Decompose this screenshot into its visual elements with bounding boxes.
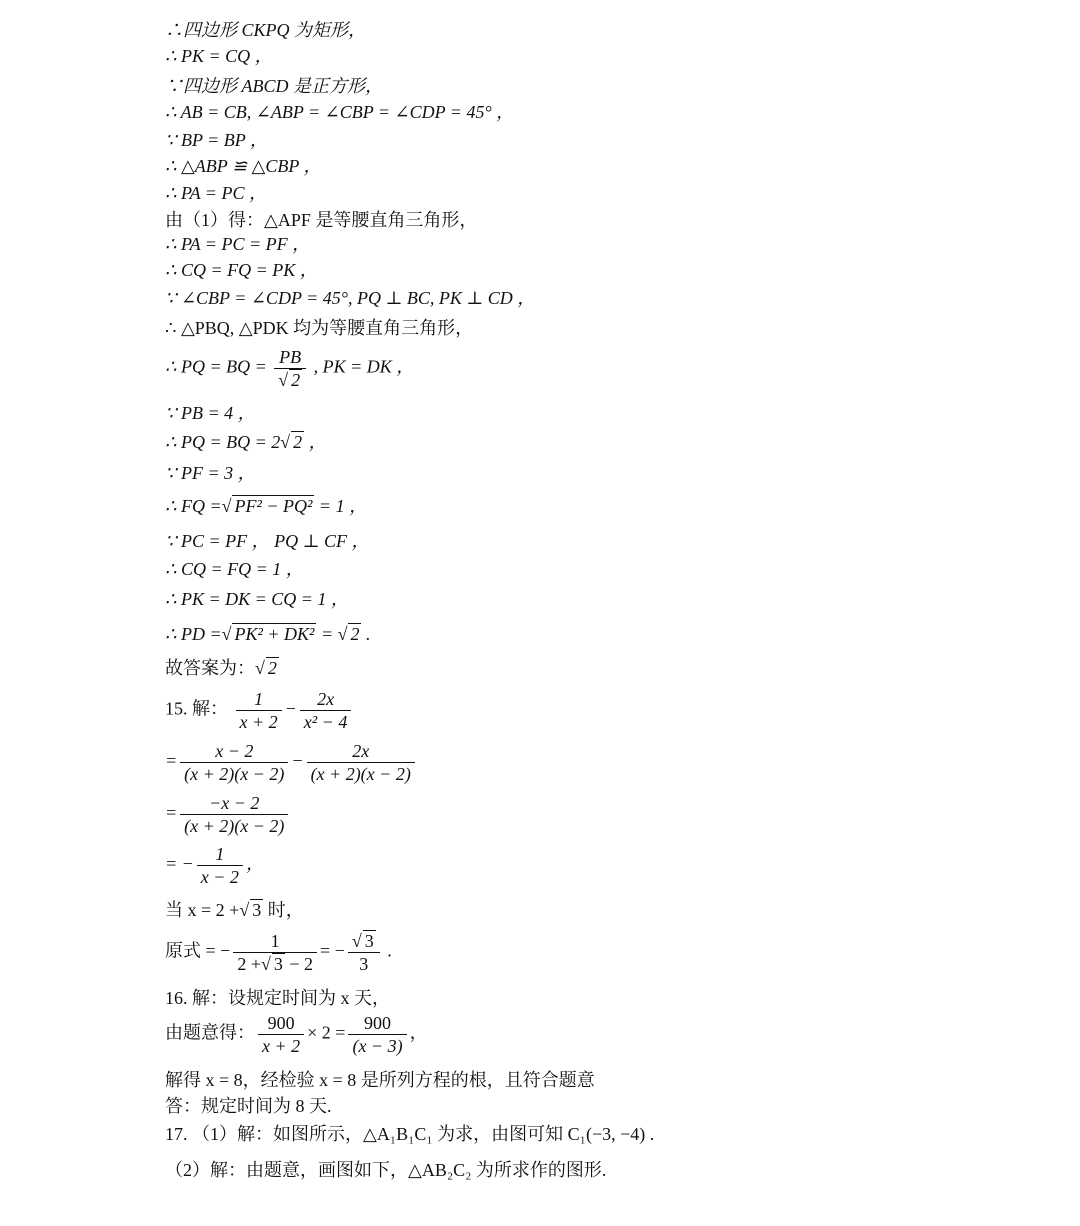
fraction bbox=[233, 930, 317, 975]
operator: = − bbox=[165, 853, 194, 874]
line-pf-3: ∵ PF = 3 ， bbox=[165, 463, 256, 483]
formula-text: 当 x = 2 + bbox=[165, 900, 240, 920]
q17-part2: （2）解：由题意，画图如下，△AB₂C₂ 为所求作的图形. bbox=[165, 1160, 607, 1180]
punctuation: ， bbox=[245, 853, 264, 874]
fraction bbox=[300, 688, 352, 733]
radicand: PK² + DK² bbox=[234, 624, 315, 644]
formula-text: ∴ PQ = BQ = 2 bbox=[165, 432, 281, 452]
fraction-numerator: x − 2 bbox=[215, 741, 254, 761]
fraction-numerator: √ 3 bbox=[351, 931, 374, 951]
formula-text: ∴ PQ = BQ = bbox=[165, 356, 267, 377]
line-pk-eq-cq: ∴ PK = CQ ， bbox=[165, 46, 273, 66]
line-fq-value: ∴ FQ =√ PF² − PQ² = 1 ， bbox=[165, 496, 368, 516]
line-apf-isosceles: 由（1）得：△APF 是等腰直角三角形， bbox=[165, 210, 478, 230]
fraction-denominator: (x + 2)(x − 2) bbox=[180, 814, 288, 837]
fraction-numerator: PB bbox=[279, 347, 302, 367]
line-cq-fq-pk: ∴ CQ = FQ = PK ， bbox=[165, 260, 318, 280]
line-pb-4: ∵ PB = 4 ， bbox=[165, 403, 256, 423]
fraction bbox=[180, 792, 288, 837]
q16-equation bbox=[165, 1012, 428, 1057]
formula-text: = bbox=[316, 624, 334, 644]
line-angles: ∴ AB = CB, ∠ABP = ∠CBP = ∠CDP = 45° ， bbox=[165, 102, 515, 122]
formula-text: ∴ PD = bbox=[165, 624, 222, 644]
line-answer: 故答案为：√ 2 bbox=[165, 658, 277, 678]
fraction-denominator: x + 2 bbox=[258, 1034, 304, 1057]
fraction-denominator: (x + 2)(x − 2) bbox=[307, 762, 415, 785]
fraction-numerator: 900 bbox=[364, 1013, 392, 1033]
q15-line1 bbox=[165, 688, 354, 733]
line-two-triangles: ∴ △PBQ, △PDK 均为等腰直角三角形， bbox=[165, 318, 474, 338]
fraction-denominator: x + 2 bbox=[236, 710, 282, 733]
formula-text: ， bbox=[304, 432, 327, 452]
fraction-numerator: 1 bbox=[270, 931, 280, 951]
fraction-numerator: 2x bbox=[352, 741, 370, 761]
line-pk-dk: ∴ PK = DK = CQ = 1 ， bbox=[165, 589, 349, 609]
formula-text: ∴ FQ = bbox=[165, 496, 222, 516]
line-bp: ∵ BP = BP ， bbox=[165, 130, 268, 150]
line-square: ∵四边形 ABCD 是正方形， bbox=[165, 76, 383, 96]
formula-text: = 1 ， bbox=[314, 496, 368, 516]
radicand: 2 bbox=[291, 370, 301, 390]
q16-line1: 16. 解：设规定时间为 x 天， bbox=[165, 988, 390, 1008]
line-pa-pc-pf: ∴ PA = PC = PF ， bbox=[165, 234, 311, 254]
fraction-numerator: 2x bbox=[317, 689, 335, 709]
radicand: 3 bbox=[273, 954, 283, 974]
q15-line3 bbox=[165, 792, 291, 837]
q16-answer: 答：规定时间为 8 天. bbox=[165, 1096, 332, 1116]
formula-label: 由题意得： bbox=[165, 1022, 255, 1043]
line-pc-pf: ∵ PC = PF ， PQ ⊥ CF ， bbox=[165, 531, 370, 551]
operator: − bbox=[291, 750, 304, 771]
operator: = − bbox=[320, 940, 345, 961]
radicand: 3 bbox=[252, 900, 262, 920]
operator: − bbox=[284, 698, 297, 719]
q15-line2 bbox=[165, 740, 418, 785]
radicand: 3 bbox=[364, 931, 374, 951]
fraction-denominator: x − 2 bbox=[197, 865, 243, 888]
fraction-denominator: 2 +√ 3 − 2 bbox=[233, 952, 317, 975]
answer-label: 故答案为： bbox=[165, 658, 255, 678]
q17-part1: 17. （1）解：如图所示，△A₁B₁C₁ 为求，由图可知 C₁(−3, −4) . bbox=[165, 1124, 655, 1144]
fraction-numerator: 1 bbox=[215, 844, 225, 864]
radicand: 2 bbox=[293, 432, 303, 452]
formula-text: 原式 = − bbox=[165, 940, 231, 961]
fraction-numerator: 900 bbox=[267, 1013, 295, 1033]
line-perpendiculars: ∵ ∠CBP = ∠CDP = 45°, PQ ⊥ BC, PK ⊥ CD ， bbox=[165, 288, 536, 308]
line-pq-value: ∴ PQ = BQ = 2√ 2 ， bbox=[165, 432, 327, 452]
operator: = bbox=[165, 750, 178, 771]
fraction bbox=[197, 843, 243, 888]
fraction-denominator: (x + 2)(x − 2) bbox=[180, 762, 288, 785]
q15-line4 bbox=[165, 843, 264, 888]
fraction-pb-root2 bbox=[274, 346, 306, 391]
radicand: 2 bbox=[350, 624, 360, 644]
line-pq-formula bbox=[165, 346, 414, 391]
formula-text: 时， bbox=[263, 900, 304, 920]
punctuation: . bbox=[382, 940, 392, 961]
q15-original bbox=[165, 930, 392, 975]
line-congruent: ∴ △ABP ≌ △CBP ， bbox=[165, 156, 322, 176]
fraction-denominator: x² − 4 bbox=[300, 710, 352, 733]
fraction bbox=[180, 740, 288, 785]
fraction-numerator: 1 bbox=[254, 689, 264, 709]
fraction bbox=[348, 930, 380, 975]
q15-when: 当 x = 2 +√ 3 时， bbox=[165, 900, 304, 920]
fraction-numerator: −x − 2 bbox=[209, 793, 260, 813]
line-cq-1: ∴ CQ = FQ = 1 ， bbox=[165, 559, 304, 579]
formula-text: − 2 bbox=[284, 954, 314, 974]
fraction bbox=[348, 1012, 406, 1057]
fraction-denominator: 3 bbox=[348, 952, 380, 975]
line-pa-pc: ∴ PA = PC ， bbox=[165, 183, 267, 203]
fraction bbox=[307, 740, 415, 785]
line-rectangle: ∴四边形 CKPQ 为矩形， bbox=[165, 20, 367, 40]
formula-text: . bbox=[361, 624, 371, 644]
formula-text: 2 + bbox=[237, 954, 261, 974]
q15-label: 15. 解： bbox=[165, 698, 228, 719]
q16-solution: 解得 x = 8，经检验 x = 8 是所列方程的根，且符合题意 bbox=[165, 1070, 595, 1090]
fraction-denominator: (x − 3) bbox=[348, 1034, 406, 1057]
fraction bbox=[258, 1012, 304, 1057]
fraction-denominator: √ 2 bbox=[274, 368, 306, 391]
fraction bbox=[236, 688, 282, 733]
punctuation: ， bbox=[409, 1022, 428, 1043]
line-pd-value: ∴ PD =√ PK² + DK² = √ 2 . bbox=[165, 624, 371, 644]
operator: × 2 = bbox=[307, 1022, 346, 1043]
radicand: PF² − PQ² bbox=[234, 496, 313, 516]
radicand: 2 bbox=[267, 658, 277, 678]
formula-text: , PK = DK ， bbox=[313, 356, 415, 377]
operator: = bbox=[165, 802, 178, 823]
